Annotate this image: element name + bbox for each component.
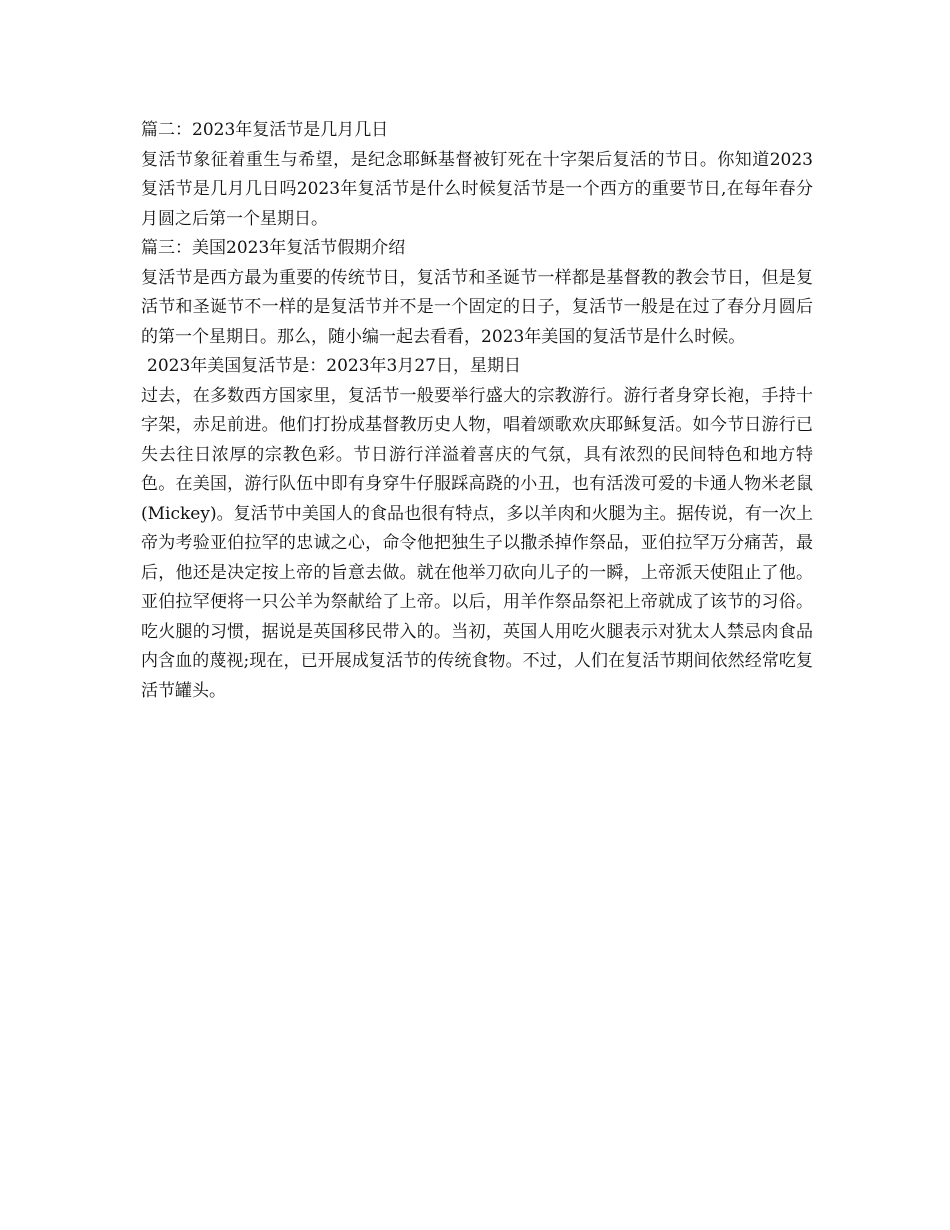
easter-date-line: 2023年美国复活节是：2023年3月27日，星期日 [147,356,521,376]
paragraph-easter-date: 复活节象征着重生与希望，是纪念耶稣基督被钉死在十字架后复活的节日。你知道2023复活节是几月几日吗2023年复活节是什么时候复活节是一个西方的重要节日,在每年春分月圆之后第一个星期日。 [141,149,813,229]
document-body [141,116,813,706]
paragraph-easter-intro: 复活节是西方最为重要的传统节日，复活节和圣诞节一样都是基督教的教会节日，但是复活节和圣诞节不一样的是复活节并不是一个固定的日子，复活节一般是在过了春分月圆后的第一个星期日。那么，随小编一起去看看，2023年美国的复活节是什么时候。 [141,267,813,347]
paragraph-easter-customs: 过去，在多数西方国家里，复活节一般要举行盛大的宗教游行。游行者身穿长袍，手持十字架，赤足前进。他们打扮成基督教历史人物，唱着颂歌欢庆耶稣复活。如今节日游行已失去往日浓厚的宗教色彩。节日游行洋溢着喜庆的气氛，具有浓烈的民间特色和地方特色。在美国，游行队伍中即有身穿牛仔服踩高跷的小丑，也有活泼可爱的卡通人物米老鼠(Mickey)。复活节中美国人的食品也很有特点，多以羊肉和火腿为主。据传说，有一次上帝为考验亚伯拉罕的忠诚之心，命令他把独生子以撒杀掉作祭品，亚伯拉罕万分痛苦，最后，他还是决定按上帝的旨意去做。就在他举刀砍向儿子的一瞬，上帝派天使阻止了他。亚伯拉罕便将一只公羊为祭献给了上帝。以后，用羊作祭品祭祀上帝就成了该节的习俗。吃火腿的习惯，据说是英国移民带入的。当初，英国人用吃火腿表示对犹太人禁忌肉食品内含血的蔑视;现在，已开展成复活节的传统食物。不过，人们在复活节期间依然经常吃复活节罐头。 [141,385,813,701]
section-heading-2: 篇二：2023年复活节是几月几日 [141,120,389,140]
section-heading-3: 篇三：美国2023年复活节假期介绍 [141,238,406,258]
